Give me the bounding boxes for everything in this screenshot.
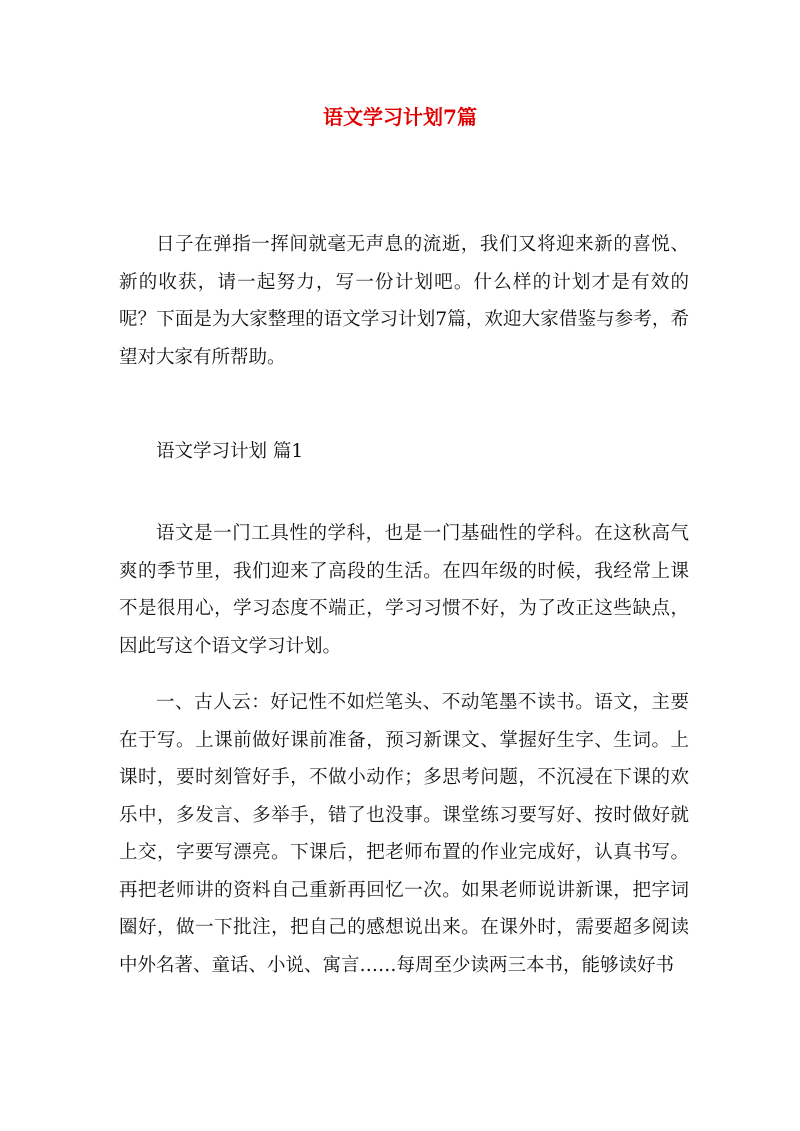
body-paragraph-1: 语文是一门工具性的学科，也是一门基础性的学科。在这秋高气爽的季节里，我们迎来了高段的生活。在四年级的时候，我经常上课不是很用心，学习态度不端正，学习习惯不好，为了改正这些缺点，因此写这个语文学习计划。	[119, 523, 689, 657]
intro-paragraph: 日子在弹指一挥间就毫无声息的流逝，我们又将迎来新的喜悦、新的收获，请一起努力，写一份计划吧。什么样的计划才是有效的呢？下面是为大家整理的语文学习计划7篇，欢迎大家借鉴与参考，希望对大家有所帮助。	[119, 234, 689, 368]
body-paragraph-2: 一、古人云：好记性不如烂笔头、不动笔墨不读书。语文，主要在于写。上课前做好课前准备，预习新课文、掌握好生字、生词。上课时，要时刻管好手，不做小动作；多思考问题，不沉浸在下课的欢乐中，多发言、多举手，错了也没事。课堂练习要写好、按时做好就上交，字要写漂亮。下课后，把老师布置的作业完成好，认真书写。再把老师讲的资料自己重新再回忆一次。如果老师说讲新课，把字词圈好，做一下批注，把自己的感想说出来。在课外时，需要超多阅读中外名著、童话、小说、寓言……每周至少读两三本书，能够读好书	[119, 692, 689, 976]
document-title: 语文学习计划7篇	[323, 105, 477, 129]
section-heading-1: 语文学习计划 篇1	[156, 441, 304, 462]
